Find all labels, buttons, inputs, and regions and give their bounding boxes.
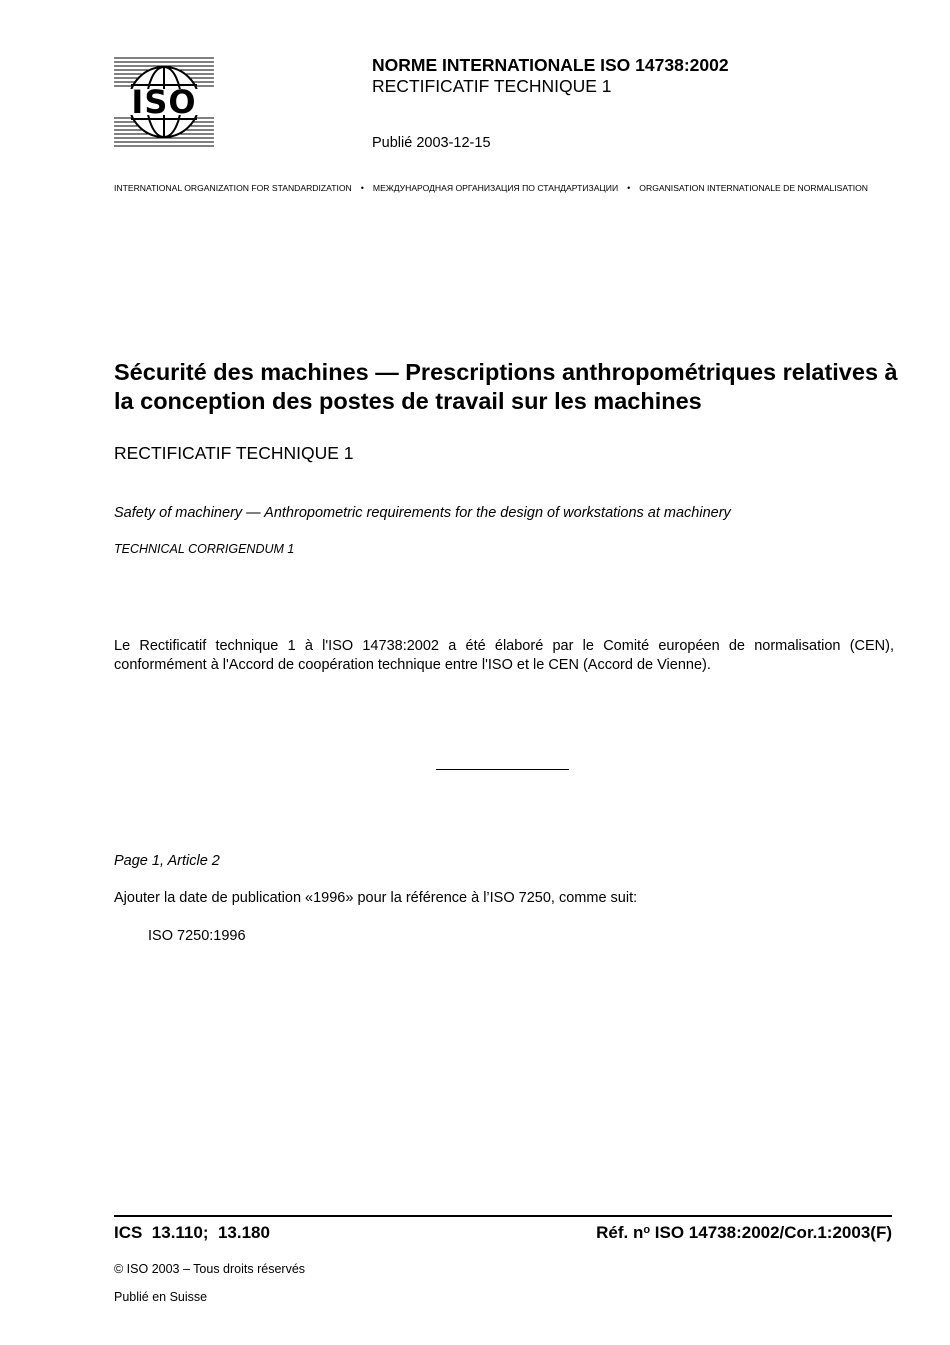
ref-prefix: Réf. n [596,1223,644,1242]
standard-title: NORME INTERNATIONALE ISO 14738:2002 [372,55,729,75]
intro-paragraph: Le Rectificatif technique 1 à l'ISO 14738:2002 a été élaboré par le Comité européen de normalisation (CEN), conformément à l'Accord de coopération technique entre l'ISO et le CEN (Accord de Vienne). [114,638,894,673]
document-title-en: Safety of machinery — Anthropometric requirements for the design of workstations at machinery [114,505,731,521]
amendment-instruction: Ajouter la date de publication «1996» pour la référence à l’ISO 7250, comme suit: [114,890,638,906]
ref-number: ISO 14738:2002/Cor.1:2003(F) [650,1223,892,1242]
ics-codes: ICS 13.110; 13.180 [114,1223,270,1242]
bullet-separator: • [360,183,364,193]
amendment-location: Page 1, Article 2 [114,853,220,869]
section-divider [436,769,569,770]
footer-rule [114,1215,892,1217]
iso-logo [114,55,214,149]
publication-date: Publié 2003-12-15 [372,135,491,151]
organization-names [114,182,892,194]
reference-item: ISO 7250:1996 [148,928,246,944]
corrigendum-heading-fr: RECTIFICATIF TECHNIQUE 1 [114,443,354,463]
logo-text: ISO [131,83,197,121]
document-title-fr: Sécurité des machines — Prescriptions anthropométriques relatives à la conception des postes de travail sur les machines [114,359,898,414]
bullet-separator: • [627,183,631,193]
corrigendum-label: RECTIFICATIF TECHNIQUE 1 [372,76,612,96]
org-name-fr: ORGANISATION INTERNATIONALE DE NORMALISATION [639,183,869,193]
ref-superscript: o [643,1224,651,1236]
printed-in: Publié en Suisse [114,1290,208,1304]
org-name-en: INTERNATIONAL ORGANIZATION FOR STANDARDIZATION [114,183,352,193]
reference-number [596,1222,892,1243]
copyright-notice: © ISO 2003 – Tous droits réservés [114,1262,306,1276]
org-name-ru: МЕЖДУНАРОДНАЯ ОРГАНИЗАЦИЯ ПО СТАНДАРТИЗАЦИИ [372,183,619,193]
corrigendum-heading-en: TECHNICAL CORRIGENDUM 1 [114,542,295,556]
